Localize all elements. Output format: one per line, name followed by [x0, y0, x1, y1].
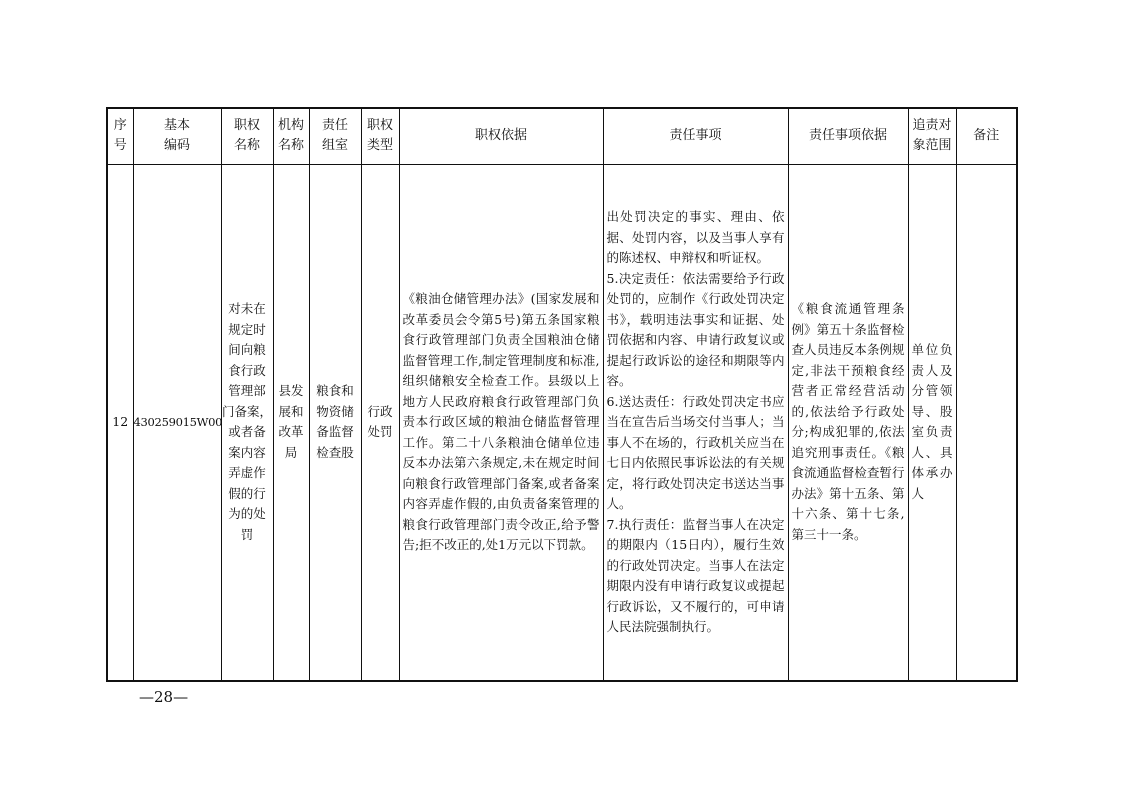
row-resp-office: 粮食和 物资储 备监督 检查股	[309, 164, 361, 681]
header-accountability: 追责对 象范围	[908, 108, 956, 164]
header-remarks: 备注	[956, 108, 1017, 164]
row-power-name: 对未在 规定时 间向粮 食行政 管理部 门备案， 或者备 案内容 弄虚作 假的行 为的处 罚	[221, 164, 273, 681]
responsibility-table	[106, 107, 1018, 682]
header-row	[107, 108, 1017, 164]
row-accountability: 单位负责人及分管领导、股室负责人、具体承办人	[908, 164, 956, 681]
row-power-basis: 《粮油仓储管理办法》(国家发展和改革委员会令第5号)第五条国家粮食行政管理部门负责全国粮油仓储监督管理工作,制定管理制度和标准,组织储粮安全检查工作。县级以上地方人民政府粮食行政管理部门负责本行政区域的粮油仓储监督管理工作。第二十八条粮油仓储单位违反本办法第六条规定,未在规定时间向粮食行政管理部门备案,或者备案内容弄虚作假的,由负责备案管理的粮食行政管理部门责令改正,给予警告;拒不改正的,处1万元以下罚款。	[399, 164, 603, 681]
row-resp-items: 出处罚决定的事实、理由、依据、处罚内容，以及当事人享有的陈述权、申辩权和听证权。 5.决定责任：依法需要给予行政处罚的，应制作《行政处罚决定书》，载明违法事实和证据、处罚依据和内容、申请行政复议或提起行政诉讼的途径和期限等内容。 6.送达责任：行政处罚决定书应当在宣告后当场交付当事人；当事人不在场的，行政机关应当在七日内依照民事诉讼法的有关规定，将行政处罚决定书送达当事人。 7.执行责任：监督当事人在决定的期限内（15日内），履行生效的行政处罚决定。当事人在法定期限内没有申请行政复议或提起行政诉讼，又不履行的，可申请人民法院强制执行。	[603, 164, 788, 681]
row-remarks	[956, 164, 1017, 681]
header-resp-office: 责任 组室	[309, 108, 361, 164]
row-power-type: 行政 处罚	[361, 164, 399, 681]
row-basic-code: 430259015W00	[133, 164, 221, 681]
header-basic-code: 基本 编码	[133, 108, 221, 164]
row-resp-basis: 《粮食流通管理条例》第五十条监督检查人员违反本条例规定,非法干预粮食经营者正常经营活动的,依法给予行政处分;构成犯罪的,依法追究刑事责任。《粮食流通监督检查暂行办法》第十五条、第十六条、第十七条,第三十一条。	[788, 164, 908, 681]
table-row	[107, 164, 1017, 681]
header-org-name: 机构 名称	[273, 108, 309, 164]
header-seq: 序 号	[107, 108, 133, 164]
row-org-name: 县发 展和 改革 局	[273, 164, 309, 681]
header-resp-items: 责任事项	[603, 108, 788, 164]
header-resp-basis: 责任事项依据	[788, 108, 908, 164]
header-power-name: 职权 名称	[221, 108, 273, 164]
header-power-type: 职权 类型	[361, 108, 399, 164]
header-power-basis: 职权依据	[399, 108, 603, 164]
row-seq: 12	[107, 164, 133, 681]
page-number: —28—	[139, 688, 189, 706]
